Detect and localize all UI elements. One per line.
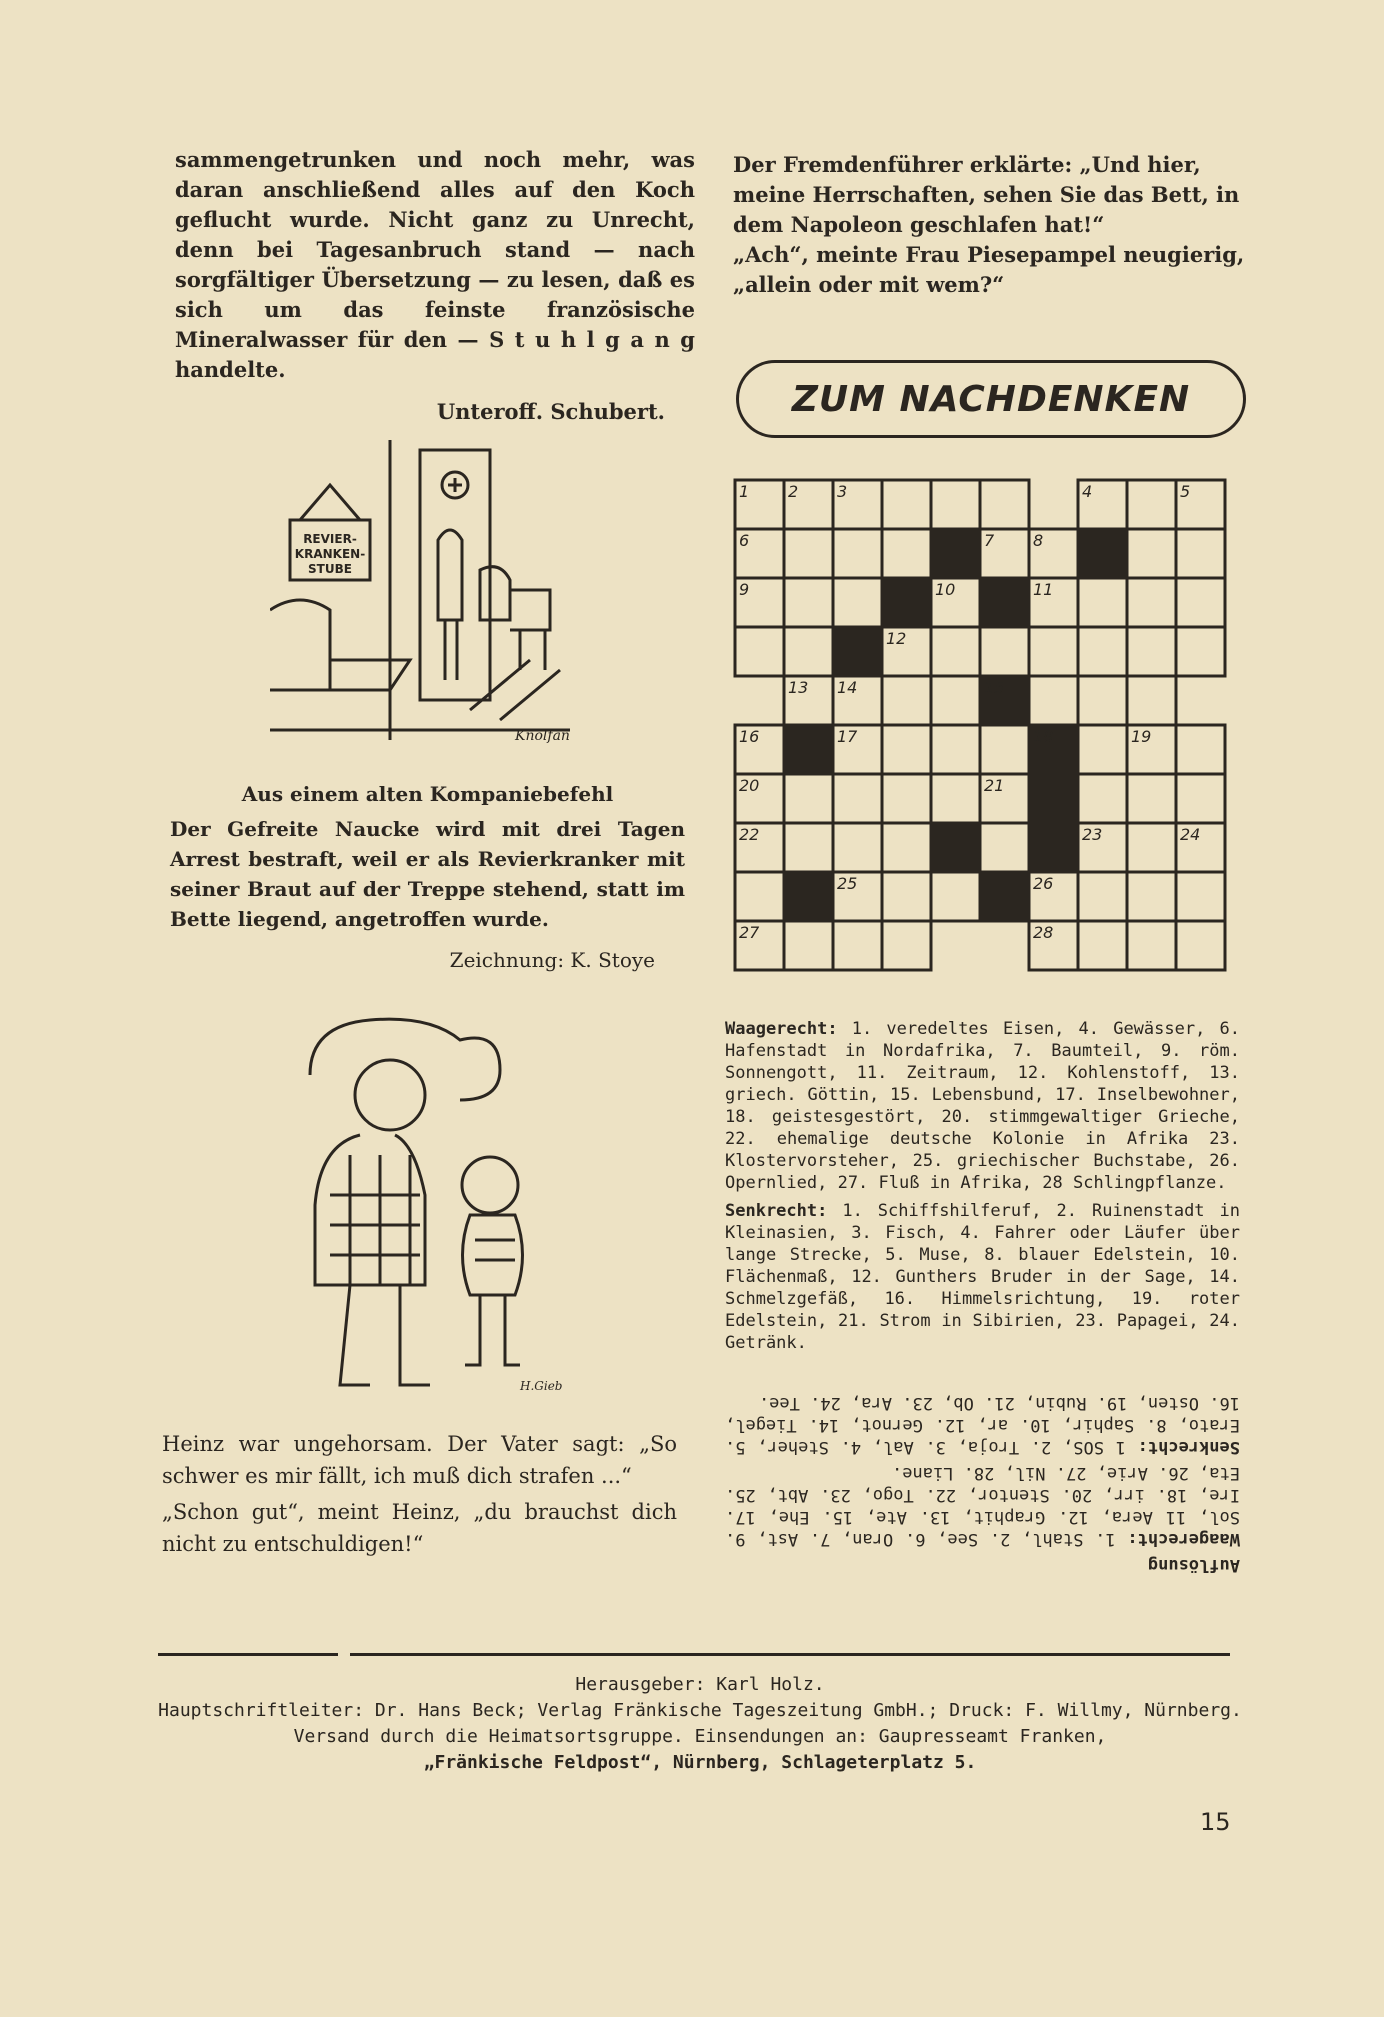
crossword-clues xyxy=(725,1018,1240,1360)
solution-down: 1 SOS, 2. Troja, 3. Aal, 4. Steher, 5. Erato, 8. Saphir, 10. ar, 12. Gernot, 14. Tiegel, 16. Osten, 19. Rubin, 21. Ob, 23. Ara, 24. Tee. xyxy=(725,1393,1240,1457)
cartoon-sickroom xyxy=(270,440,590,750)
crossword-cell[interactable] xyxy=(1176,627,1225,676)
solution-label: Auflösung xyxy=(1147,1555,1240,1575)
crossword-cell[interactable] xyxy=(980,627,1029,676)
crossword-number: 11 xyxy=(1033,580,1054,599)
crossword-cell[interactable] xyxy=(833,529,882,578)
page-number: 15 xyxy=(1200,1808,1231,1836)
divider-long xyxy=(350,1653,1230,1656)
crossword-cell[interactable] xyxy=(784,627,833,676)
crossword-cell[interactable] xyxy=(833,578,882,627)
crossword-number: 24 xyxy=(1180,825,1201,844)
crossword-cell[interactable] xyxy=(784,578,833,627)
crossword-cell[interactable] xyxy=(1078,725,1127,774)
crossword-cell[interactable] xyxy=(1029,676,1078,725)
crossword-cell[interactable] xyxy=(833,823,882,872)
crossword-cell[interactable] xyxy=(1176,872,1225,921)
kompaniebefehl-block xyxy=(170,782,685,972)
crossword-cell[interactable] xyxy=(882,921,931,970)
intro-text: sammengetrunken und noch mehr, was daran anschließend alles auf den Koch geflucht wurde. Nicht ganz zu Unrecht, denn bei Tagesanbruch stand — nach sorgfältiger Übersetzung — zu lesen, daß es sich um das feinste französische Mineralwasser für den — S t u h l g a n g handelte. xyxy=(175,147,695,382)
crossword-cell[interactable] xyxy=(882,480,931,529)
crossword-cell[interactable] xyxy=(1176,774,1225,823)
zum-nachdenken-banner xyxy=(736,360,1246,438)
crossword-black-cell xyxy=(833,627,882,676)
crossword-cell[interactable] xyxy=(931,725,980,774)
crossword-cell[interactable] xyxy=(1176,725,1225,774)
imprint xyxy=(150,1672,1250,1776)
down-label: Senkrecht: xyxy=(725,1201,828,1221)
crossword-number: 1 xyxy=(739,482,750,501)
imprint-line2: Hauptschriftleiter: Dr. Hans Beck; Verlag Fränkische Tageszeitung GmbH.; Druck: F. Willmy, Nürnberg. xyxy=(158,1700,1242,1721)
crossword-cell[interactable] xyxy=(882,725,931,774)
solution-down-label: Senkrecht: xyxy=(1137,1437,1240,1457)
crossword-black-cell xyxy=(882,578,931,627)
crossword-cell[interactable] xyxy=(784,774,833,823)
crossword-cell[interactable] xyxy=(735,627,784,676)
crossword-number: 17 xyxy=(837,727,858,746)
crossword-cell[interactable] xyxy=(833,774,882,823)
crossword-number: 12 xyxy=(886,629,907,648)
cartoon2-artist: H.Gieb xyxy=(520,1379,563,1393)
crossword-cell[interactable] xyxy=(1127,872,1176,921)
crossword-number: 28 xyxy=(1033,923,1054,942)
crossword-number: 14 xyxy=(837,678,858,697)
crossword-black-cell xyxy=(980,578,1029,627)
crossword-cell[interactable] xyxy=(1176,578,1225,627)
kompaniebefehl-heading: Aus einem alten Kompaniebefehl xyxy=(241,782,614,806)
sign-line-2: KRANKEN- xyxy=(294,547,366,561)
crossword-black-cell xyxy=(980,872,1029,921)
heinz-p1: Heinz war ungehorsam. Der Vater sagt: „So schwer es mir fällt, ich muß dich strafen ...“ xyxy=(162,1432,677,1488)
down-clues: 1. Schiffshilferuf, 2. Ruinenstadt in Kleinasien, 3. Fisch, 4. Fahrer oder Läufer über lange Strecke, 5. Muse, 8. blauer Edelstein, 10. Flächenmaß, 12. Gunthers Bruder in der Sage, 14. Schmelzgefäß, 16. Himmelsrichtung, 19. roter Edelstein, 21. Strom in Sibirien, 23. Papagei, 24. Getränk. xyxy=(725,1201,1240,1353)
crossword-cell[interactable] xyxy=(784,823,833,872)
crossword-number: 19 xyxy=(1131,727,1152,746)
crossword-cell[interactable] xyxy=(1078,676,1127,725)
banner-title: ZUM NACHDENKEN xyxy=(791,378,1191,420)
crossword-cell[interactable] xyxy=(882,774,931,823)
crossword-cell[interactable] xyxy=(735,872,784,921)
crossword-cell[interactable] xyxy=(1127,480,1176,529)
imprint-line1: Herausgeber: Karl Holz. xyxy=(575,1674,825,1695)
crossword-number: 22 xyxy=(739,825,760,844)
drawing-credit: Zeichnung: K. Stoye xyxy=(449,948,655,972)
kompaniebefehl-text: Der Gefreite Naucke wird mit drei Tagen Arrest bestraft, weil er als Revierkranker mit seiner Braut auf der Treppe stehend, statt im Bette liegend, angetroffen wurde. xyxy=(170,817,685,931)
crossword-cell[interactable] xyxy=(1078,627,1127,676)
across-label: Waagerecht: xyxy=(725,1019,838,1039)
crossword-cell[interactable] xyxy=(1127,627,1176,676)
crossword-number: 15 xyxy=(984,678,1005,697)
crossword-cell[interactable] xyxy=(931,676,980,725)
crossword-number: 2 xyxy=(788,482,799,501)
crossword-number: 21 xyxy=(984,776,1005,795)
heinz-p2: „Schon gut“, meint Heinz, „du brauchst dich nicht zu entschuldigen!“ xyxy=(162,1500,677,1556)
crossword-cell[interactable] xyxy=(1127,529,1176,578)
heinz-joke xyxy=(162,1428,677,1564)
intro-signature: Unteroff. Schubert. xyxy=(436,399,665,424)
cartoon1-artist: Knolfan xyxy=(515,728,570,744)
crossword-number: 3 xyxy=(837,482,848,501)
crossword-cell[interactable] xyxy=(882,676,931,725)
left-column xyxy=(175,145,695,424)
crossword-black-cell xyxy=(931,529,980,578)
crossword-cell[interactable] xyxy=(882,529,931,578)
crossword-cell[interactable] xyxy=(784,921,833,970)
crossword-number: 27 xyxy=(739,923,760,942)
crossword-number: 9 xyxy=(739,580,750,599)
crossword-black-cell xyxy=(784,725,833,774)
crossword-cell[interactable] xyxy=(1078,921,1127,970)
crossword-cell[interactable] xyxy=(1078,872,1127,921)
crossword-number: 5 xyxy=(1180,482,1191,501)
crossword-cell[interactable] xyxy=(882,823,931,872)
crossword-number: 10 xyxy=(935,580,956,599)
crossword-black-cell xyxy=(1078,529,1127,578)
napoleon-p2: „Ach“, meinte Frau Piesepampel neugierig, „allein oder mit wem?“ xyxy=(733,242,1245,297)
crossword-cell[interactable] xyxy=(1127,921,1176,970)
crossword-number: 20 xyxy=(739,776,760,795)
crossword-number: 13 xyxy=(788,678,809,697)
across-clues: 1. veredeltes Eisen, 4. Gewässer, 6. Hafenstadt in Nordafrika, 7. Baumteil, 9. röm. Sonnengott, 11. Zeitraum, 12. Kohlenstoff, 13. griech. Göttin, 15. Lebensbund, 17. Inselbewohner, 18. geistesgestört, 20. stimmgewaltiger Grieche, 22. ehemalige deutsche Kolonie in Afrika 23. Klostervorsteher, 25. griechischer Buchstabe, 26. Opernlied, 27. Fluß in Afrika, 28 Schlingpflanze. xyxy=(725,1019,1240,1193)
crossword-cell[interactable] xyxy=(980,480,1029,529)
solution-across-label: Waagerecht: xyxy=(1127,1529,1240,1549)
crossword-number: 4 xyxy=(1082,482,1093,501)
cartoon-father-son xyxy=(290,1015,590,1405)
crossword-cell[interactable] xyxy=(1176,529,1225,578)
crossword-cells xyxy=(735,480,1225,970)
crossword-number: 8 xyxy=(1033,531,1044,550)
crossword-black-cell xyxy=(1029,774,1078,823)
crossword-cell[interactable] xyxy=(833,921,882,970)
crossword-cell[interactable] xyxy=(1078,578,1127,627)
imprint-line3: Versand durch die Heimatsortsgruppe. Einsendungen an: Gaupresseamt Franken, xyxy=(293,1726,1107,1747)
crossword-number: 26 xyxy=(1033,874,1054,893)
crossword-cell[interactable] xyxy=(980,725,1029,774)
crossword-cell[interactable] xyxy=(1127,823,1176,872)
crossword-cell[interactable] xyxy=(1127,676,1176,725)
crossword-number: 6 xyxy=(739,531,750,550)
right-column xyxy=(733,150,1248,300)
crossword-cell[interactable] xyxy=(1127,578,1176,627)
crossword-cell[interactable] xyxy=(931,480,980,529)
crossword-cell[interactable] xyxy=(1176,921,1225,970)
crossword-cell[interactable] xyxy=(931,872,980,921)
crossword-number: 16 xyxy=(739,727,760,746)
sign-line-3: STUBE xyxy=(308,562,352,576)
crossword-cell[interactable] xyxy=(882,872,931,921)
crossword-black-cell xyxy=(1029,823,1078,872)
crossword-cell[interactable] xyxy=(1078,774,1127,823)
imprint-line4: „Fränkische Feldpost“, Nürnberg, Schlageterplatz 5. xyxy=(423,1752,977,1773)
crossword-cell[interactable] xyxy=(1127,774,1176,823)
divider-short xyxy=(158,1653,338,1656)
crossword-cell[interactable] xyxy=(931,774,980,823)
crossword-number: 23 xyxy=(1082,825,1103,844)
crossword-grid[interactable] xyxy=(730,475,1240,995)
napoleon-p1: Der Fremdenführer erklärte: „Und hier, meine Herrschaften, sehen Sie das Bett, in dem Napoleon geschlafen hat!“ xyxy=(733,152,1240,237)
crossword-cell[interactable] xyxy=(980,823,1029,872)
crossword-number: 7 xyxy=(984,531,995,550)
crossword-black-cell xyxy=(931,823,980,872)
sign-line-1: REVIER- xyxy=(303,532,357,546)
crossword-number: 18 xyxy=(1033,727,1054,746)
solution-across: 1. Stahl, 2. See, 6. Oran, 7. Ast, 9. Sol, 11 Aera, 12. Graphit, 13. Ate, 15. Ehe, 17. Ire, 18. irr, 20. Stentor, 22. Togo, 23. Abt, 25. Eta, 26. Arie, 27. Nil, 28. Liane. xyxy=(725,1463,1240,1549)
crossword-cell[interactable] xyxy=(784,529,833,578)
crossword-solution-upside-down xyxy=(725,1388,1240,1576)
crossword-cell[interactable] xyxy=(931,627,980,676)
crossword-cell[interactable] xyxy=(1029,627,1078,676)
crossword-black-cell xyxy=(784,872,833,921)
crossword-number: 25 xyxy=(837,874,858,893)
